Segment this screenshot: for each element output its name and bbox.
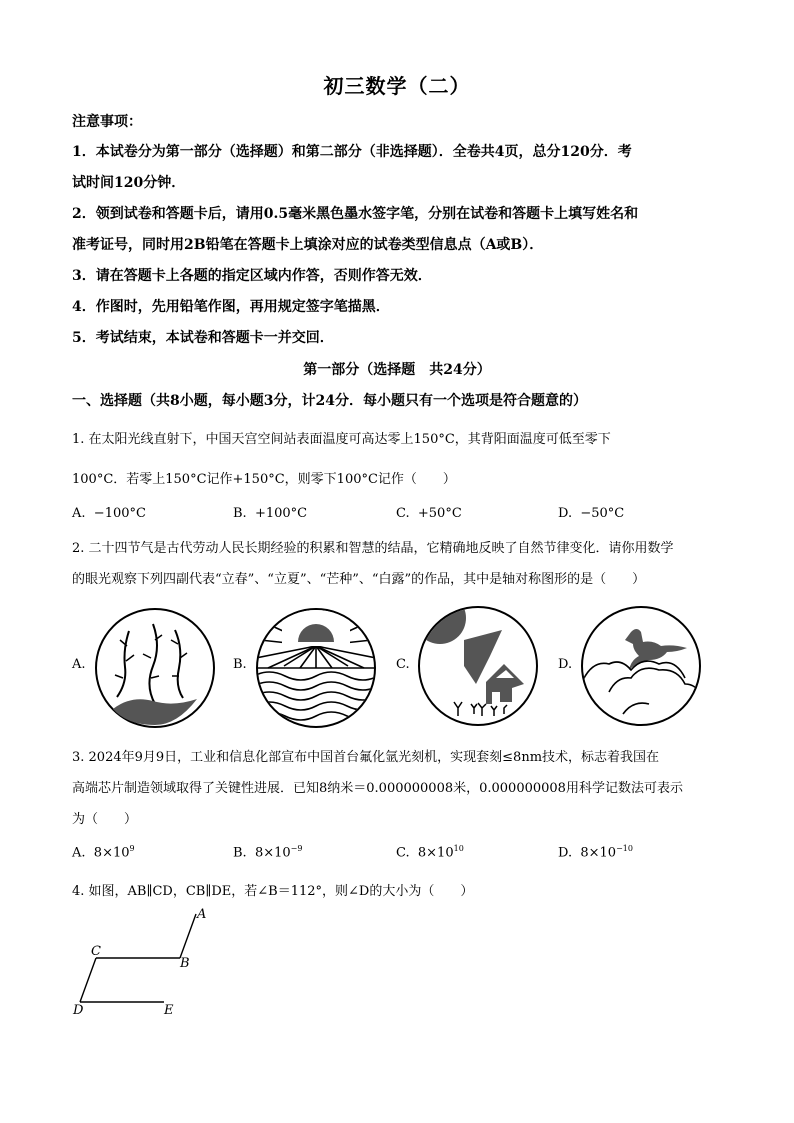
q1-option-b[interactable]: B. +100°C bbox=[233, 506, 308, 521]
note-line: 试时间120分钟． bbox=[72, 175, 186, 191]
bailu-figure bbox=[579, 604, 703, 728]
point-b-label: B bbox=[180, 956, 190, 971]
q3-option-a[interactable]: A. $8\times 10^9$ bbox=[72, 844, 135, 861]
q1-stem-line1: 1. 在太阳光线直射下，中国天宫空间站表面温度可高达零上150°C，其背阳面温度可低至零下 bbox=[72, 432, 611, 447]
section-title: 第一部分（选择题 共24分） bbox=[303, 362, 491, 378]
q2-stem-line1: 2. 二十四节气是古代劳动人民长期经验的积累和智慧的结晶，它精确地反映了自然节律变化．请你用数学 bbox=[72, 541, 674, 556]
q1-option-c[interactable]: C. +50°C bbox=[396, 506, 462, 521]
q1-option-d[interactable]: D. −50°C bbox=[558, 506, 625, 521]
q2-option-c-label[interactable]: C. bbox=[396, 657, 410, 672]
q2-option-a-label[interactable]: A. bbox=[72, 657, 86, 672]
q1-stem-line2: 100°C．若零上150°C记作+150°C，则零下100°C记作（ ） bbox=[72, 472, 456, 487]
q2-option-b-label[interactable]: B. bbox=[233, 657, 247, 672]
q2-option-d-label[interactable]: D. bbox=[558, 657, 573, 672]
notes-heading: 注意事项： bbox=[72, 114, 142, 130]
q3-option-c[interactable]: C. $8\times 10^{10}$ bbox=[396, 844, 464, 861]
q3-stem-line1: 3. 2024年9月9日，工业和信息化部宣布中国首台氟化氩光刻机，实现套刻≤8nm技术，标志着我国在 bbox=[72, 750, 660, 765]
mangzhong-figure bbox=[416, 604, 540, 728]
note-line: 2．领到试卷和答题卡后，请用0.5毫米黑色墨水签字笔，分别在试卷和答题卡上填写姓名和 bbox=[72, 206, 639, 222]
note-line: 1．本试卷分为第一部分（选择题）和第二部分（非选择题）．全卷共4页，总分120分．考 bbox=[72, 144, 632, 160]
point-e-label: E bbox=[164, 1003, 174, 1018]
note-line: 5．考试结束，本试卷和答题卡一并交回． bbox=[72, 330, 334, 346]
point-c-label: C bbox=[91, 944, 101, 959]
q3-option-b[interactable]: B. $8\times 10^{-9}$ bbox=[233, 844, 303, 861]
note-line: 4．作图时，先用铅笔作图，再用规定签字笔描黑． bbox=[72, 299, 390, 315]
point-a-label: A bbox=[197, 907, 207, 922]
q3-option-d[interactable]: D. $8\times 10^{-10}$ bbox=[558, 844, 633, 861]
q4-stem: 4. 如图，AB∥CD，CB∥DE，若∠B＝112°，则∠D的大小为（ ） bbox=[72, 884, 474, 899]
lichun-figure bbox=[93, 606, 217, 730]
page-title: 初三数学（二） bbox=[323, 74, 471, 98]
q1-option-a[interactable]: A. −100°C bbox=[72, 506, 146, 521]
note-line: 准考证号，同时用2B铅笔在答题卡上填涂对应的试卷类型信息点（A或B）． bbox=[72, 237, 544, 253]
parallel-lines-diagram bbox=[68, 905, 218, 1023]
part-heading: 一、选择题（共8小题，每小题3分，计24分．每小题只有一个选项是符合题意的） bbox=[72, 393, 587, 409]
q2-stem-line2: 的眼光观察下列四副代表“立春”、“立夏”、“芒种”、“白露”的作品，其中是轴对称图形的是（ ） bbox=[72, 572, 646, 587]
q3-stem-line2: 高端芯片制造领域取得了关键性进展．已知8纳米＝0.000000008米，0.000000008用科学记数法可表示 bbox=[72, 781, 683, 796]
lixia-figure bbox=[254, 606, 378, 730]
q3-stem-line3: 为（ ） bbox=[72, 812, 138, 827]
point-d-label: D bbox=[73, 1003, 84, 1018]
note-line: 3．请在答题卡上各题的指定区域内作答，否则作答无效． bbox=[72, 268, 432, 284]
